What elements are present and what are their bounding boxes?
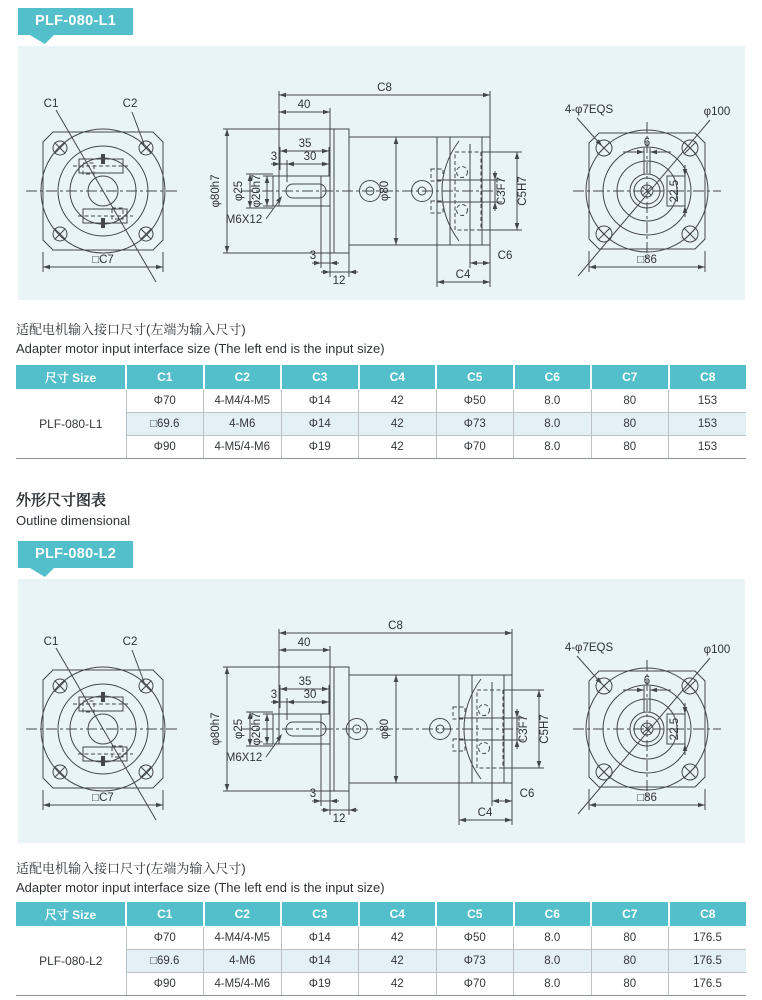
dim-label-c4: C4 bbox=[455, 269, 471, 281]
col-header: C8 bbox=[669, 365, 747, 390]
cell: Φ70 bbox=[126, 390, 204, 413]
cell: Φ73 bbox=[436, 413, 514, 436]
dim-label-d3: 3 bbox=[309, 788, 317, 800]
cell: Φ90 bbox=[126, 973, 204, 996]
cell: 42 bbox=[359, 390, 437, 413]
dim-label-eqs: 4-φ7EQS bbox=[564, 642, 614, 654]
model-cell: PLF-080-L1 bbox=[16, 390, 126, 459]
col-header: C8 bbox=[669, 902, 747, 927]
dim-label-phi100: φ100 bbox=[703, 644, 731, 656]
dim-label-m6x12: M6X12 bbox=[225, 752, 263, 764]
dimension-table-l1 bbox=[16, 365, 746, 459]
cell: 8.0 bbox=[514, 436, 592, 459]
col-header: C7 bbox=[591, 902, 669, 927]
table-row bbox=[16, 436, 746, 459]
dim-label-d3: 3 bbox=[309, 250, 317, 262]
dim-label-phi25: φ25 bbox=[233, 718, 245, 740]
dim-label-d40: 40 bbox=[297, 99, 311, 111]
cell: 176.5 bbox=[669, 973, 747, 996]
col-header: C5 bbox=[436, 365, 514, 390]
dim-label-d12: 12 bbox=[332, 813, 346, 825]
cell: 8.0 bbox=[514, 413, 592, 436]
cell: 80 bbox=[591, 436, 669, 459]
cell: Φ19 bbox=[281, 973, 359, 996]
col-header: C7 bbox=[591, 365, 669, 390]
dim-label-d6: 6 bbox=[643, 137, 651, 149]
cell: 42 bbox=[359, 973, 437, 996]
technical-drawing-l1 bbox=[18, 46, 745, 300]
cell: 176.5 bbox=[669, 950, 747, 973]
dim-label-d35: 35 bbox=[298, 676, 312, 688]
dim-label-phi80h7: φ80h7 bbox=[210, 712, 222, 746]
cell: Φ90 bbox=[126, 436, 204, 459]
col-header: 尺寸 Size bbox=[16, 365, 126, 390]
dim-label-d12: 12 bbox=[332, 275, 346, 287]
cell: 8.0 bbox=[514, 927, 592, 950]
section-heading bbox=[16, 491, 762, 530]
col-header: C1 bbox=[126, 902, 204, 927]
dim-label-d30: 30 bbox=[303, 151, 317, 163]
col-header: C6 bbox=[514, 365, 592, 390]
table-row bbox=[16, 413, 746, 436]
dim-label-d35: 35 bbox=[298, 138, 312, 150]
dim-label-eqs: 4-φ7EQS bbox=[564, 104, 614, 116]
dim-label-d225: 22.5 bbox=[669, 179, 681, 203]
cell: 4-M5/4-M6 bbox=[204, 436, 282, 459]
section-heading-en: Outline dimensional bbox=[16, 513, 131, 528]
dim-label-c6: C6 bbox=[497, 250, 513, 262]
table-header-row bbox=[16, 902, 746, 927]
dim-label-phi20h7: φ20h7 bbox=[251, 712, 263, 746]
col-header: C2 bbox=[204, 902, 282, 927]
model-badge-l1: PLF-080-L1 bbox=[18, 8, 133, 35]
badge-tail bbox=[30, 568, 54, 577]
cell: Φ14 bbox=[281, 950, 359, 973]
cell: Φ50 bbox=[436, 390, 514, 413]
caption-l1 bbox=[16, 320, 762, 358]
cell: Φ73 bbox=[436, 950, 514, 973]
cell: 42 bbox=[359, 950, 437, 973]
cell: 80 bbox=[591, 927, 669, 950]
dim-label-c8: C8 bbox=[388, 620, 403, 632]
dim-label-d225: 22.5 bbox=[669, 717, 681, 741]
col-header: C3 bbox=[281, 902, 359, 927]
dim-label-phi80: φ80 bbox=[379, 718, 391, 740]
cell: Φ70 bbox=[436, 973, 514, 996]
model-cell: PLF-080-L2 bbox=[16, 927, 126, 996]
table-row bbox=[16, 927, 746, 950]
cell: 4-M4/4-M5 bbox=[204, 927, 282, 950]
dimension-table-l2 bbox=[16, 902, 746, 996]
cell: 153 bbox=[669, 413, 747, 436]
dim-label-d40: 40 bbox=[297, 637, 311, 649]
model-badge-l2: PLF-080-L2 bbox=[18, 541, 133, 568]
drawing-panel-l2 bbox=[18, 579, 745, 843]
cell: Φ19 bbox=[281, 436, 359, 459]
dim-label-c7: □C7 bbox=[92, 254, 114, 266]
cell: 42 bbox=[359, 436, 437, 459]
dim-label-phi80: φ80 bbox=[379, 180, 391, 202]
cell: 8.0 bbox=[514, 973, 592, 996]
col-header: C6 bbox=[514, 902, 592, 927]
dim-label-sq86: □86 bbox=[637, 254, 657, 266]
cell: 4-M5/4-M6 bbox=[204, 973, 282, 996]
col-header: C5 bbox=[436, 902, 514, 927]
dim-label-phi100: φ100 bbox=[703, 106, 731, 118]
col-header: 尺寸 Size bbox=[16, 902, 126, 927]
cell: 80 bbox=[591, 390, 669, 413]
dim-label-c2: C2 bbox=[122, 636, 138, 648]
col-header: C3 bbox=[281, 365, 359, 390]
cell: Φ70 bbox=[436, 436, 514, 459]
cell: □69.6 bbox=[126, 950, 204, 973]
col-header: C4 bbox=[359, 902, 437, 927]
cell: Φ14 bbox=[281, 390, 359, 413]
dim-label-d3: 3 bbox=[270, 151, 278, 163]
cell: 176.5 bbox=[669, 927, 747, 950]
dim-label-c3f7: C3F7 bbox=[518, 714, 530, 744]
cell: 4-M6 bbox=[204, 950, 282, 973]
dim-label-sq86: □86 bbox=[637, 792, 657, 804]
caption-cn: 适配电机输入接口尺寸(左端为输入尺寸) bbox=[16, 322, 246, 337]
caption-cn: 适配电机输入接口尺寸(左端为输入尺寸) bbox=[16, 861, 246, 876]
col-header: C4 bbox=[359, 365, 437, 390]
cell: 80 bbox=[591, 973, 669, 996]
cell: 8.0 bbox=[514, 950, 592, 973]
cell: 8.0 bbox=[514, 390, 592, 413]
cell: 42 bbox=[359, 413, 437, 436]
cell: Φ70 bbox=[126, 927, 204, 950]
cell: □69.6 bbox=[126, 413, 204, 436]
dim-label-phi20h7: φ20h7 bbox=[251, 174, 263, 208]
dim-label-d6: 6 bbox=[643, 675, 651, 687]
dim-label-c5h7: C5H7 bbox=[539, 714, 551, 744]
cell: Φ50 bbox=[436, 927, 514, 950]
cell: 153 bbox=[669, 390, 747, 413]
dim-label-c5h7: C5H7 bbox=[517, 176, 529, 206]
dim-label-c3f7: C3F7 bbox=[496, 176, 508, 206]
cell: Φ14 bbox=[281, 413, 359, 436]
cell: 4-M4/4-M5 bbox=[204, 390, 282, 413]
dim-label-c1: C1 bbox=[43, 636, 59, 648]
caption-en: Adapter motor input interface size (The left end is the input size) bbox=[16, 880, 385, 895]
dim-label-phi25: φ25 bbox=[233, 180, 245, 202]
dim-label-c8: C8 bbox=[377, 82, 392, 94]
cell: 42 bbox=[359, 927, 437, 950]
badge-tail bbox=[30, 35, 54, 44]
dim-label-d3: 3 bbox=[270, 689, 278, 701]
dim-label-c6: C6 bbox=[519, 788, 535, 800]
drawing-panel-l1 bbox=[18, 46, 745, 300]
dim-label-c2: C2 bbox=[122, 98, 138, 110]
table-header-row bbox=[16, 365, 746, 390]
dim-label-m6x12: M6X12 bbox=[225, 214, 263, 226]
dim-label-c7: □C7 bbox=[92, 792, 114, 804]
cell: 80 bbox=[591, 950, 669, 973]
table-row bbox=[16, 950, 746, 973]
table-row bbox=[16, 973, 746, 996]
col-header: C2 bbox=[204, 365, 282, 390]
cell: Φ14 bbox=[281, 927, 359, 950]
dim-label-c4: C4 bbox=[477, 807, 493, 819]
dim-label-c1: C1 bbox=[43, 98, 59, 110]
dim-label-d30: 30 bbox=[303, 689, 317, 701]
dim-label-phi80h7: φ80h7 bbox=[210, 174, 222, 208]
cell: 4-M6 bbox=[204, 413, 282, 436]
technical-drawing-l2 bbox=[18, 579, 745, 843]
table-row bbox=[16, 390, 746, 413]
caption-en: Adapter motor input interface size (The left end is the input size) bbox=[16, 341, 385, 356]
caption-l2 bbox=[16, 859, 762, 897]
section-heading-cn: 外形尺寸图表 bbox=[16, 492, 107, 509]
cell: 80 bbox=[591, 413, 669, 436]
col-header: C1 bbox=[126, 365, 204, 390]
cell: 153 bbox=[669, 436, 747, 459]
